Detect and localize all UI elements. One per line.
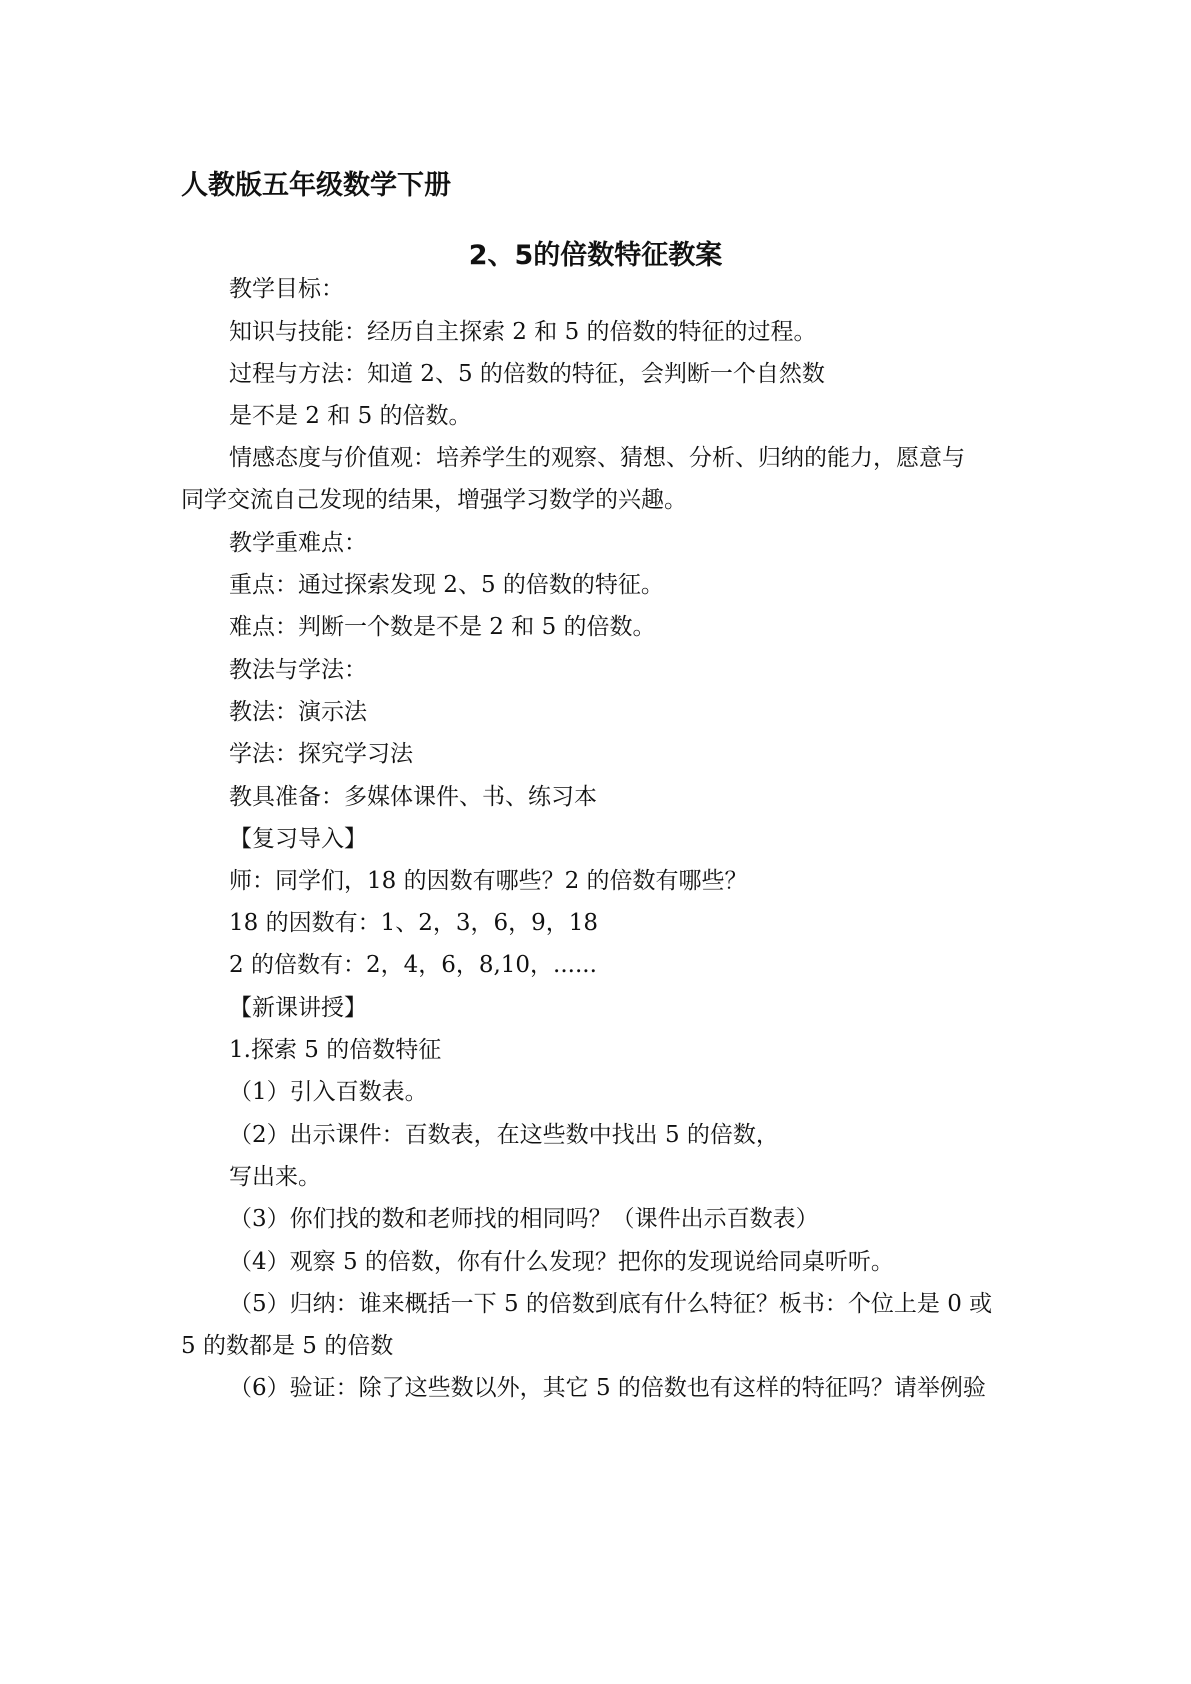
paragraph-line: 2 的倍数有：2，4，6，8,10，...... <box>229 952 597 978</box>
paragraph-line: 师：同学们，18 的因数有哪些？2 的倍数有哪些？ <box>229 868 748 894</box>
paragraph-line: 教具准备：多媒体课件、书、练习本 <box>229 784 597 810</box>
paragraph-line: 重点：通过探索发现 2、5 的倍数的特征。 <box>229 572 664 598</box>
document-title: 2、5的倍数特征教案 <box>468 240 723 271</box>
paragraph-line: 过程与方法：知道 2、5 的倍数的特征，会判断一个自然数 <box>229 361 825 387</box>
paragraph-line: 学法：探究学习法 <box>229 741 413 767</box>
paragraph-line: 同学交流自己发现的结果，增强学习数学的兴趣。 <box>181 487 687 513</box>
book-title: 人教版五年级数学下册 <box>181 170 451 201</box>
section-heading-objectives: 教学目标： <box>229 276 344 302</box>
paragraph-line: 知识与技能：经历自主探索 2 和 5 的倍数的特征的过程。 <box>229 319 817 345</box>
paragraph-line: 难点：判断一个数是不是 2 和 5 的倍数。 <box>229 614 656 640</box>
section-heading-key-points: 教学重难点： <box>229 530 367 556</box>
paragraph-line: 是不是 2 和 5 的倍数。 <box>229 403 472 429</box>
paragraph-line: （3）你们找的数和老师找的相同吗？（课件出示百数表） <box>229 1206 819 1232</box>
paragraph-line: （6）验证：除了这些数以外，其它 5 的倍数也有这样的特征吗？请举例验 <box>229 1375 986 1401</box>
paragraph-line: （4）观察 5 的倍数，你有什么发现？把你的发现说给同桌听听。 <box>229 1249 894 1275</box>
paragraph-line: 情感态度与价值观：培养学生的观察、猜想、分析、归纳的能力，愿意与 <box>229 445 965 471</box>
paragraph-line: 18 的因数有：1、2，3，6，9，18 <box>229 910 599 936</box>
paragraph-line: 写出来。 <box>229 1164 321 1190</box>
section-heading-new-lesson: 【新课讲授】 <box>229 995 367 1021</box>
section-heading-methods: 教法与学法： <box>229 657 367 683</box>
section-heading-review: 【复习导入】 <box>229 826 367 852</box>
paragraph-line: （1）引入百数表。 <box>229 1079 428 1105</box>
paragraph-line: 1.探索 5 的倍数特征 <box>229 1037 442 1063</box>
paragraph-line: （2）出示课件：百数表，在这些数中找出 5 的倍数， <box>229 1122 779 1148</box>
paragraph-line: 5 的数都是 5 的倍数 <box>181 1333 394 1359</box>
paragraph-line: 教法：演示法 <box>229 699 367 725</box>
paragraph-line: （5）归纳：谁来概括一下 5 的倍数到底有什么特征？板书：个位上是 0 或 <box>229 1291 993 1317</box>
